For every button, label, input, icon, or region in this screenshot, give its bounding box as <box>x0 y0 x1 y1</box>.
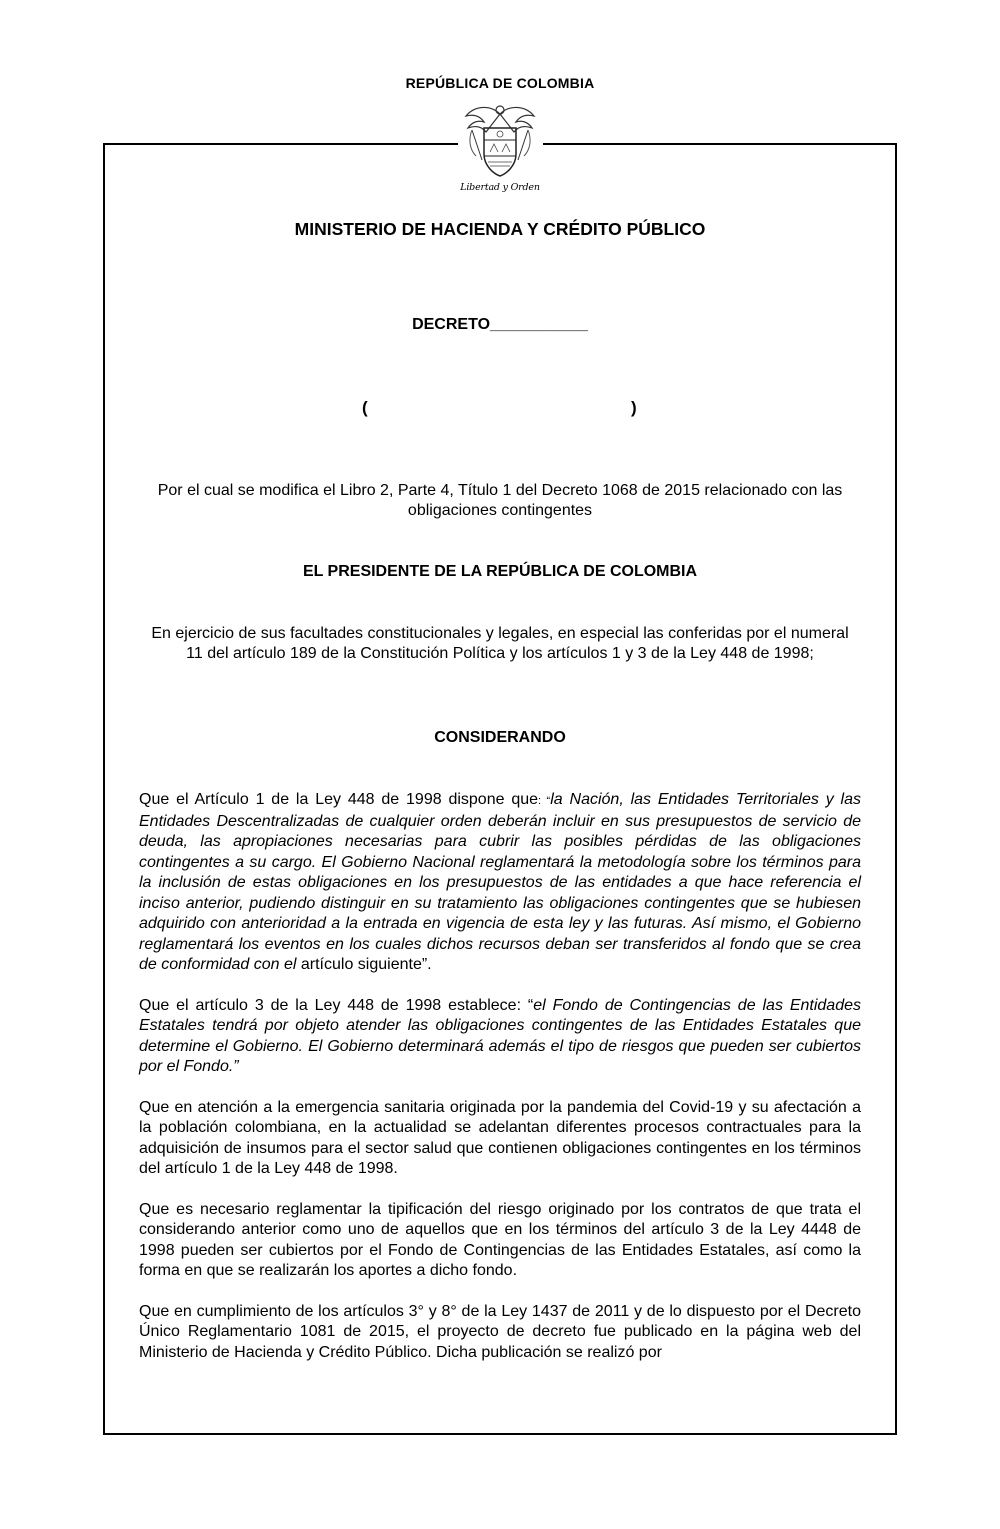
motto: Libertad y Orden <box>460 182 540 193</box>
date-close-paren: ) <box>631 398 637 417</box>
date-open-paren: ( <box>362 398 368 417</box>
paragraph-1-intro: Que el Artículo 1 de la Ley 448 de 1998 dispone que <box>139 791 539 808</box>
republic-heading: REPÚBLICA DE COLOMBIA <box>405 75 595 91</box>
coat-of-arms-icon <box>460 100 540 182</box>
paragraph-2-quote: el Fondo de Contingencias de las Entidades Estatales tendrá por objeto atender las obligaciones contingentes de las Entidades Estatales que determine el Gobierno. El Gobierno determinará además el tipo de riesgos que pueden ser cubiertos por el Fondo.” <box>139 996 861 1075</box>
paragraph-4: Que es necesario reglamentar la tipificación del riesgo originado por los contratos de que trata el considerando anterior como uno de aquellos que en los términos del artículo 3 de la Ley 4448 de 1998 pueden ser cubiertos por el Fondo de Contingencias de las Entidades Estatales, así como la forma en que se realizarán los aportes a dicho fondo. <box>139 1200 861 1279</box>
ministry-title: MINISTERIO DE HACIENDA Y CRÉDITO PÚBLICO <box>294 219 706 239</box>
paragraph-1-end: artículo siguiente”. <box>296 956 432 973</box>
paragraph-5: Que en cumplimiento de los artículos 3° y 8° de la Ley 1437 de 2011 y de lo dispuesto por el Decreto Único Reglamentario 1081 de 2015, el proyecto de decreto fue publicado en la página web del Ministerio de Hacienda y Crédito Público. Dicha publicación se realizó por <box>139 1302 861 1361</box>
paragraph-1 <box>139 790 861 976</box>
considering-heading: CONSIDERANDO <box>434 729 566 746</box>
paragraph-3: Que en atención a la emergencia sanitaria originada por la pandemia del Covid-19 y su afectación a la población colombiana, en la actualidad se adelantan diferentes procesos contractuales para la adquisición de insumos para el sector salud que contienen obligaciones contingentes en los términos del artículo 1 de la Ley 448 de 1998. <box>139 1098 861 1177</box>
paragraph-1-quote: la Nación, las Entidades Territoriales y las Entidades Descentralizadas de cualquier orden deberán incluir en sus presupuestos de servicio de deuda, las apropiaciones necesarias para cubrir las posibles pérdidas de las obligaciones contingentes a su cargo. El Gobierno Nacional reglamentará la metodología sobre los términos para la inclusión de estas obligaciones en los presupuestos de las entidades a que hace referencia el inciso anterior, pudiendo distinguir en su tratamiento las obligaciones contingentes que se hubiesen adquirido con anterioridad a la entrada en vigencia de esta ley y las futuras. Así mismo, el Gobierno reglamentará los eventos en los cuales dichos recursos deban ser transferidos al fondo que se crea de conformidad con el <box>139 791 862 973</box>
decree-number-label: DECRETO___________ <box>412 316 588 333</box>
paragraph-2-intro: Que el artículo 3 de la Ley 448 de 1998 establece: “ <box>139 996 534 1014</box>
powers-clause: En ejercicio de sus facultades constitucionales y legales, en especial las conferidas por el numeral 11 del artículo 189 de la Constitución Política y los artículos 1 y 3 de la Ley 448 de 1998; <box>151 625 849 662</box>
paragraph-1-colon: : “ <box>538 795 551 807</box>
paragraph-2 <box>139 996 861 1078</box>
decree-subject: Por el cual se modifica el Libro 2, Parte 4, Título 1 del Decreto 1068 de 2015 relacionado con las obligaciones contingentes <box>157 482 843 519</box>
emblem <box>455 100 545 205</box>
president-heading: EL PRESIDENTE DE LA REPÚBLICA DE COLOMBIA <box>302 563 698 580</box>
document-body <box>139 790 861 1383</box>
